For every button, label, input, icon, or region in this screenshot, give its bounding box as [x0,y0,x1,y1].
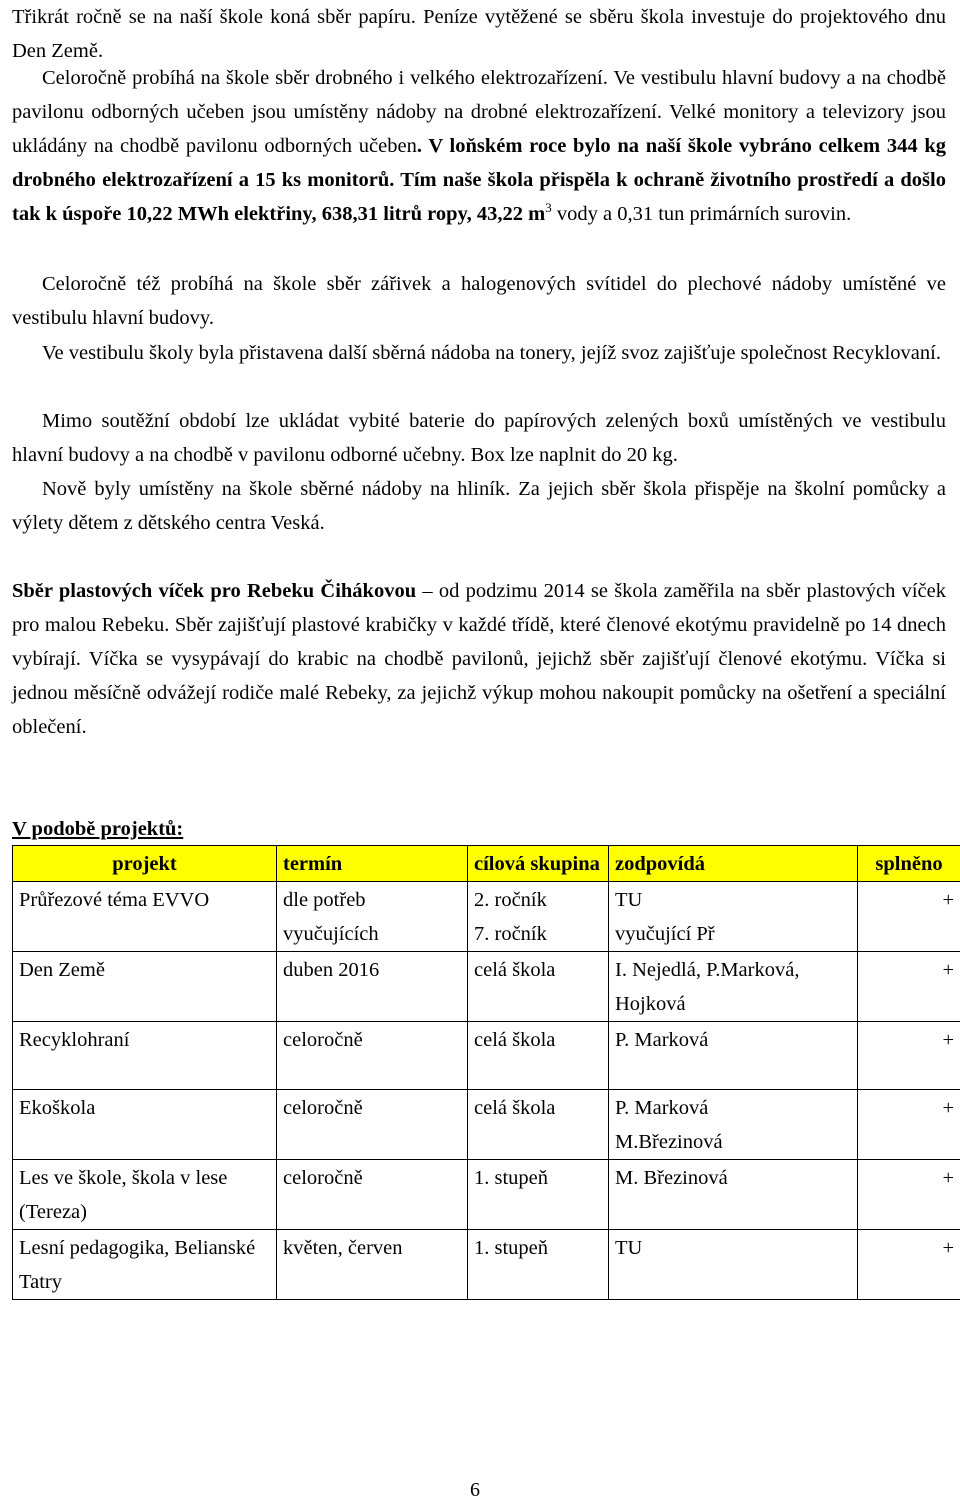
table-cell: celá škola [468,952,609,1022]
table-cell: Recyklohraní [13,1022,277,1090]
table-cell: + [858,952,960,1022]
table-cell: Den Země [13,952,277,1022]
table-cell: + [858,1022,960,1090]
header-cell-termin: termín [277,846,468,882]
table-cell: TU vyučující Př [609,882,858,952]
table-cell: 1. stupeň [468,1230,609,1300]
table-row [13,1022,960,1090]
electronics-stats-bold: . V loňském roce bylo na naší škole vybráno celkem 344 kg drobného elektrozařízení a 15 ks monitorů. Tím naše škola přispěla k ochraně životního prostředí a došlo tak k úspoře 10,22 MWh elektřiny, 638,31 litrů ropy, 43,22 m [12,135,946,225]
table-cell: Průřezové téma EVVO [13,882,277,952]
table-row [13,882,960,952]
table-cell: Ekoškola [13,1090,277,1160]
table-row [13,1230,960,1300]
table-cell: 1. stupeň [468,1160,609,1230]
paragraph-lamp-collection [12,267,946,335]
electronics-tail-text: vody a 0,31 tun primárních surovin. [551,203,852,225]
paragraph-electronics-collection [12,61,946,231]
paragraph-toner-collection-text: Ve vestibulu školy byla přistavena další sběrná nádoba na tonery, jejíž svoz zajišťuje společnost Recyklovaní. [42,342,941,364]
paragraph-aluminium-collection-text: Nově byly umístěny na škole sběrné nádoby na hliník. Za jejich sběr škola přispěje na školní pomůcky a výlety dětem z dětského centra Veská. [12,478,946,534]
table-cell: květen, červen [277,1230,468,1300]
table-cell: celá škola [468,1022,609,1090]
paragraph-lamp-collection-text: Celoročně též probíhá na škole sběr zářivek a halogenových svítidel do plechové nádoby umístěné ve vestibulu hlavní budovy. [12,273,946,329]
header-cell-cilova-skupina: cílová skupina [468,846,609,882]
table-cell: 2. ročník 7. ročník [468,882,609,952]
table-cell: dle potřeb vyučujících [277,882,468,952]
table-cell: celoročně [277,1022,468,1090]
page-number: 6 [470,1479,480,1501]
bottle-caps-title: Sběr plastových víček pro Rebeku Čihákovou [12,580,417,602]
paragraph-aluminium-collection [12,472,946,540]
projects-heading: V podobě projektů: [12,818,184,840]
paragraph-paper-collection [12,0,946,68]
table-cell: celoročně [277,1160,468,1230]
header-cell-splneno: splněno [858,846,960,882]
table-cell: celá škola [468,1090,609,1160]
projects-table [12,845,960,1300]
paragraph-paper-collection-text: Třikrát ročně se na naší škole koná sběr papíru. Peníze vytěžené se sběru škola investuje do projektového dnu Den Země. [12,6,946,62]
table-cell: P. Marková M.Březinová [609,1090,858,1160]
bottle-caps-text: – od podzimu 2014 se škola zaměřila na sběr plastových víček pro malou Rebeku. Sběr zajišťují plastové krabičky v každé třídě, které členové ekotýmu pravidelně po 14 dnech vybírají. Víčka se vysypávají do krabic na chodbě pavilonů, jejichž sběr zajišťují členové ekotýmu. Víčka si jednou měsíčně odvážejí rodiče malé Rebeky, za jejichž výkup mohou nakoupit pomůcky na ošetření a speciální oblečení. [12,580,946,738]
header-cell-zodpovida: zodpovídá [609,846,858,882]
paragraph-battery-collection-text: Mimo soutěžní období lze ukládat vybité baterie do papírových zelených boxů umístěných ve vestibulu hlavní budovy a na chodbě v pavilonu odborné učebny. Box lze naplnit do 20 kg. [12,410,946,466]
paragraph-bottle-caps [12,574,946,744]
table-cell: Lesní pedagogika, Belianské Tatry [13,1230,277,1300]
table-cell: celoročně [277,1090,468,1160]
table-row [13,952,960,1022]
table-cell: + [858,1230,960,1300]
table-cell: + [858,1160,960,1230]
table-cell: duben 2016 [277,952,468,1022]
table-cell: + [858,882,960,952]
header-cell-projekt: projekt [13,846,277,882]
table-cell: TU [609,1230,858,1300]
paragraph-battery-collection [12,404,946,472]
table-cell: M. Březinová [609,1160,858,1230]
table-cell: Les ve škole, škola v lese (Tereza) [13,1160,277,1230]
electronics-intro-text: Celoročně probíhá na škole sběr drobného i velkého elektrozařízení. Ve vestibulu hlavní budovy a na chodbě pavilonu odborných učeben jsou umístěny nádoby na drobné elektrozařízení. Velké monitory a televizory jsou ukládány na chodbě pavilonu odborných učeben [12,67,946,157]
table-row [13,1090,960,1160]
table-cell: + [858,1090,960,1160]
table-cell: I. Nejedlá, P.Marková, Hojková [609,952,858,1022]
cubic-superscript: 3 [545,200,552,216]
table-header-row [13,846,960,882]
table-cell: P. Marková [609,1022,858,1090]
paragraph-toner-collection [12,336,946,370]
table-row [13,1160,960,1230]
